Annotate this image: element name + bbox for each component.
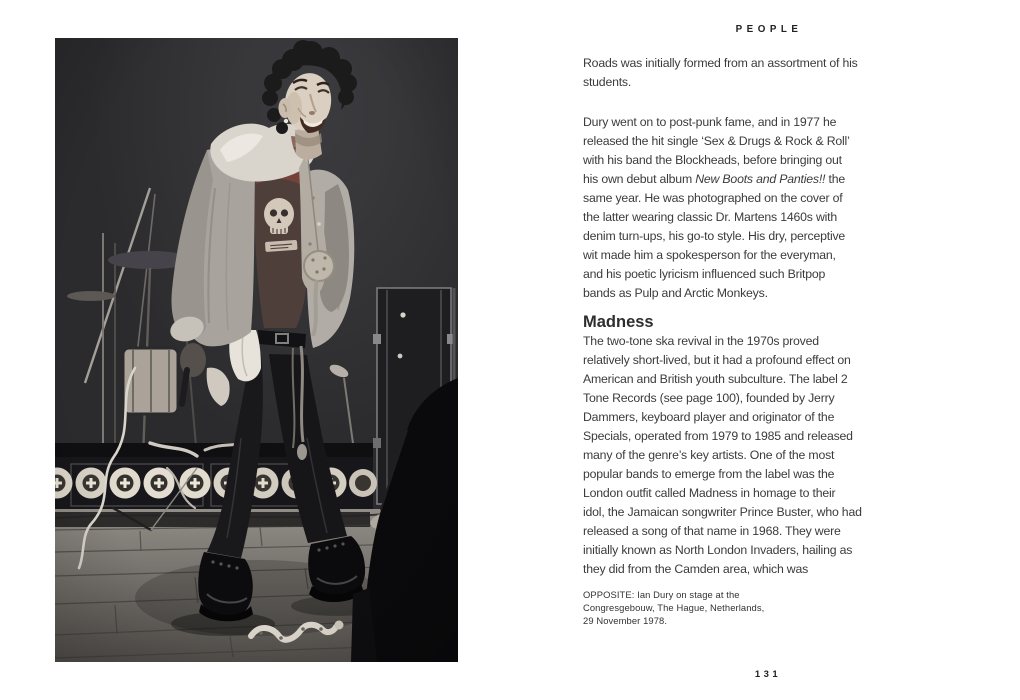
text-line: Specials, operated from 1979 to 1985 and released (583, 429, 853, 443)
text-line: they did from the Camden area, which was (583, 562, 809, 576)
text-line: Roads was initially formed from an assortment of his (583, 56, 858, 70)
text-line: American and British youth subculture. The label 2 (583, 372, 848, 386)
text-line: denim turn-ups, his go-to style. His dry, perceptive (583, 229, 846, 243)
paragraph (583, 115, 883, 305)
text-line: same year. He was photographed on the cover of (583, 191, 843, 205)
album-title-italic: New Boots and Panties!! (695, 172, 826, 186)
opposite-photo (55, 38, 458, 662)
photo-caption (583, 589, 883, 627)
text-line: London outfit called Madness in homage to their (583, 486, 836, 500)
text-line: OPPOSITE: Ian Dury on stage at the (583, 589, 740, 600)
text-line: Dury went on to post-punk fame, and in 1977 he (583, 115, 837, 129)
text-line: released the hit single ‘Sex & Drugs & Rock & Roll’ (583, 134, 850, 148)
text-line: bands as Pulp and Arctic Monkeys. (583, 286, 768, 300)
text-line: initially known as North London Invaders, hailing as (583, 543, 853, 557)
text-line: wit made him a spokesperson for the everyman, (583, 248, 836, 262)
article-text-column (583, 56, 883, 627)
text-line: 29 November 1978. (583, 614, 668, 626)
text-line: The two-tone ska revival in the 1970s proved (583, 334, 819, 348)
text-line: Congresgebouw, The Hague, Netherlands, (583, 601, 765, 613)
paragraph (583, 334, 883, 581)
text-line: popular bands to emerge from the label was the (583, 467, 835, 481)
text-line: idol, the Jamaican songwriter Prince Buster, who had (583, 505, 862, 519)
text-line: with his band the Blockheads, before bringing out (583, 153, 842, 167)
text-line: Dammers, keyboard player and originator of the (583, 410, 835, 424)
page-number: 131 (754, 669, 782, 680)
text-line: many of the genre’s key artists. One of the most (583, 448, 835, 462)
text-line: and his poetic lyricism influenced such Britpop (583, 267, 826, 281)
text-line: relatively short-lived, but it had a profound effect on (583, 353, 851, 367)
text-line: the latter wearing classic Dr. Martens 1460s with (583, 210, 838, 224)
section-heading: Madness (583, 313, 654, 331)
text-line: his own debut album New Boots and Panties!! the (583, 172, 845, 186)
text-line: Tone Records (see page 100), founded by Jerry (583, 391, 835, 405)
text-line: students. (583, 75, 632, 89)
text-line: released a song of that name in 1968. They were (583, 524, 841, 538)
paragraph (583, 56, 883, 94)
running-head: PEOPLE (735, 24, 803, 35)
